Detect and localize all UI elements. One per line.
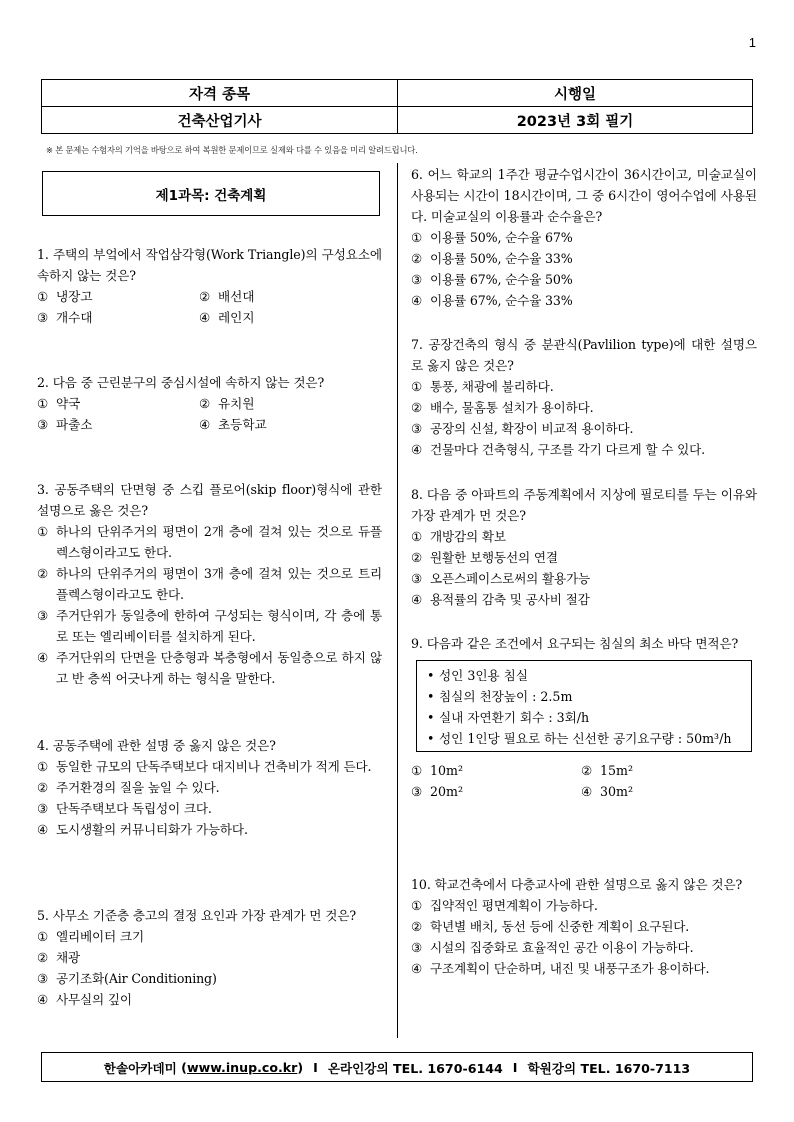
- option-3[interactable]: [37, 968, 382, 989]
- option-marker: ③: [37, 801, 49, 816]
- notice-text: ※ 본 문제는 수험자의 기억을 바탕으로 하여 복원한 문제이므로 실제와 다를 수 있음을 미리 알려드립니다.: [46, 145, 418, 155]
- footer-bar: [41, 1052, 753, 1082]
- option-2[interactable]: [37, 947, 382, 968]
- exam-subject-value: 건축산업기사: [42, 107, 398, 134]
- option-text: 공기조화(Air Conditioning): [56, 971, 217, 986]
- option-text: 약국: [56, 396, 81, 411]
- option-marker: ③: [411, 571, 423, 586]
- option-marker: ②: [411, 919, 423, 934]
- option-4[interactable]: [37, 989, 382, 1010]
- options-row: [37, 307, 382, 328]
- option-marker: ③: [37, 417, 49, 432]
- question-stem: 4. 공동주택에 관한 설명 중 옳지 않은 것은?: [37, 738, 276, 753]
- option-marker: ①: [37, 396, 49, 411]
- option-marker: ③: [37, 608, 49, 623]
- option-text: 20m²: [430, 784, 464, 799]
- option-marker: ①: [37, 759, 49, 774]
- option-text: 동일한 규모의 단독주택보다 대지비나 건축비가 적게 든다.: [56, 759, 372, 774]
- option-text: 이용률 67%, 순수율 50%: [430, 272, 573, 287]
- option-1[interactable]: [37, 926, 382, 947]
- condition-text: 실내 자연환기 회수 : 3회/h: [439, 710, 590, 725]
- option-text: 초등학교: [218, 417, 267, 432]
- option-text: 유치원: [218, 396, 255, 411]
- option-3[interactable]: [37, 414, 199, 435]
- option-1[interactable]: [411, 376, 757, 397]
- option-4[interactable]: [581, 781, 743, 802]
- conditions-box: [416, 660, 752, 752]
- option-text: 냉장고: [56, 289, 93, 304]
- question-stem: 2. 다음 중 근린분구의 중심시설에 속하지 않는 것은?: [37, 375, 325, 390]
- option-1[interactable]: [37, 286, 199, 307]
- option-text: 주거환경의 질을 높일 수 있다.: [56, 780, 220, 795]
- question-3: [37, 479, 382, 689]
- bullet-icon: •: [427, 710, 435, 725]
- page-number: 1: [748, 35, 756, 50]
- option-2[interactable]: [411, 547, 757, 568]
- option-text: 하나의 단위주거의 평면이 2개 층에 걸쳐 있는 것으로 듀플렉스형이라고도 한다.: [56, 524, 382, 560]
- option-marker: ①: [37, 929, 49, 944]
- option-4[interactable]: [411, 290, 757, 311]
- option-marker: ③: [37, 971, 49, 986]
- question-stem: 8. 다음 중 아파트의 주동계획에서 지상에 필로티를 두는 이유와 가장 관계가 먼 것은?: [411, 487, 757, 523]
- option-marker: ③: [411, 272, 423, 287]
- option-4[interactable]: [199, 307, 361, 328]
- option-marker: ④: [411, 442, 423, 457]
- option-marker: ③: [37, 310, 49, 325]
- question-6: [411, 164, 757, 311]
- option-text: 하나의 단위주거의 평면이 3개 층에 걸쳐 있는 것으로 트리플렉스형이라고도 한다.: [56, 566, 382, 602]
- option-text: 주거단위의 단면을 단층형과 복층형에서 동일층으로 하지 않고 반 층씩 어긋나게 하는 형식을 말한다.: [56, 650, 382, 686]
- option-2[interactable]: [411, 397, 757, 418]
- option-3[interactable]: [37, 605, 382, 647]
- condition-text: 성인 3인용 침실: [439, 668, 529, 683]
- online-lecture-phone: 온라인강의 TEL. 1670-6144: [327, 1060, 503, 1076]
- option-marker: ②: [411, 400, 423, 415]
- option-text: 학년별 배치, 동선 등에 신중한 계획이 요구된다.: [430, 919, 690, 934]
- option-2[interactable]: [199, 393, 361, 414]
- option-text: 용적률의 감축 및 공사비 절감: [430, 592, 590, 607]
- option-marker: ①: [411, 763, 423, 778]
- option-marker: ②: [37, 950, 49, 965]
- option-text: 30m²: [600, 784, 634, 799]
- option-2[interactable]: [199, 286, 361, 307]
- column-divider: [397, 163, 398, 1038]
- option-marker: ①: [37, 289, 49, 304]
- option-text: 이용률 50%, 순수율 67%: [430, 230, 573, 245]
- option-marker: ①: [411, 898, 423, 913]
- question-10: [411, 874, 757, 979]
- exam-date-value: 2023년 3회 필기: [398, 107, 753, 134]
- option-4[interactable]: [37, 819, 382, 840]
- question-stem: 1. 주택의 부엌에서 작업삼각형(Work Triangle)의 구성요소에 속하지 않는 것은?: [37, 247, 382, 283]
- option-marker: ④: [411, 293, 423, 308]
- academy-url-link[interactable]: www.inup.co.kr: [186, 1059, 298, 1075]
- option-text: 개방감의 확보: [430, 529, 506, 544]
- option-1[interactable]: [411, 760, 581, 781]
- question-8: [411, 484, 757, 610]
- option-marker: ①: [37, 524, 49, 539]
- option-text: 통풍, 채광에 불리하다.: [430, 379, 554, 394]
- option-text: 10m²: [430, 763, 464, 778]
- question-stem: 9. 다음과 같은 조건에서 요구되는 침실의 최소 바닥 면적은?: [411, 636, 739, 651]
- option-text: 사무실의 깊이: [56, 992, 132, 1007]
- option-marker: ①: [411, 529, 423, 544]
- offline-lecture-phone: 학원강의 TEL. 1670-7113: [527, 1060, 691, 1076]
- options-row: [411, 781, 757, 802]
- exam-header-table: [41, 79, 753, 134]
- option-marker: ①: [411, 379, 423, 394]
- condition-item: [427, 665, 741, 686]
- option-4[interactable]: [411, 439, 757, 460]
- option-3[interactable]: [411, 937, 757, 958]
- question-stem: 7. 공장건축의 형식 중 분관식(Pavlilion type)에 대한 설명으로 옳지 않은 것은?: [411, 337, 757, 373]
- options-row: [37, 286, 382, 307]
- option-marker: ②: [411, 550, 423, 565]
- bullet-icon: •: [427, 668, 435, 683]
- option-2[interactable]: [411, 248, 757, 269]
- option-marker: ③: [411, 940, 423, 955]
- question-7: [411, 334, 757, 460]
- option-text: 배선대: [218, 289, 255, 304]
- option-marker: ②: [37, 566, 49, 581]
- paren-open: (: [176, 1059, 187, 1075]
- option-marker: ①: [411, 230, 423, 245]
- option-marker: ④: [37, 992, 49, 1007]
- options-row: [37, 414, 382, 435]
- option-marker: ④: [199, 417, 211, 432]
- condition-text: 침실의 천장높이 : 2.5m: [439, 689, 573, 704]
- question-stem: 10. 학교건축에서 다층교사에 관한 설명으로 옳지 않은 것은?: [411, 877, 743, 892]
- question-stem: 3. 공동주택의 단면형 중 스킵 플로어(skip floor)형식에 관한 설명으로 옳은 것은?: [37, 482, 382, 518]
- option-marker: ③: [411, 421, 423, 436]
- option-marker: ②: [411, 251, 423, 266]
- option-text: 시설의 집중화로 효율적인 공간 이용이 가능하다.: [430, 940, 694, 955]
- subject-title: 제1과목: 건축계획: [155, 187, 267, 204]
- header-col2-title: 시행일: [398, 80, 753, 107]
- option-2[interactable]: [581, 760, 743, 781]
- options-row: [411, 760, 757, 781]
- academy-name: 한솔아카데미: [103, 1060, 177, 1076]
- condition-item: [427, 686, 741, 707]
- option-marker: ②: [581, 763, 593, 778]
- question-stem: 6. 어느 학교의 1주간 평균수업시간이 36시간이고, 미술교실이 사용되는 시간이 18시간이며, 그 중 6시간이 영어수업에 사용된다. 미술교실의 이용률과 순수율은?: [411, 167, 757, 224]
- option-marker: ④: [37, 650, 49, 665]
- question-9: [411, 633, 757, 802]
- condition-item: [427, 728, 741, 749]
- option-1[interactable]: [37, 756, 382, 777]
- option-1[interactable]: [37, 521, 382, 563]
- question-1: [37, 244, 382, 328]
- option-marker: ④: [581, 784, 593, 799]
- option-text: 배수, 물홈통 설치가 용이하다.: [430, 400, 594, 415]
- option-text: 도시생활의 커뮤니티화가 가능하다.: [56, 822, 248, 837]
- option-1[interactable]: [411, 227, 757, 248]
- option-text: 15m²: [600, 763, 634, 778]
- option-text: 파출소: [56, 417, 93, 432]
- option-3[interactable]: [411, 568, 757, 589]
- question-stem: 5. 사무소 기준층 층고의 결정 요인과 가장 관계가 먼 것은?: [37, 908, 357, 923]
- option-1[interactable]: [37, 393, 199, 414]
- bullet-icon: •: [427, 731, 435, 746]
- option-text: 단독주택보다 독립성이 크다.: [56, 801, 212, 816]
- option-text: 이용률 67%, 순수율 33%: [430, 293, 573, 308]
- subject-title-box: [42, 171, 380, 216]
- option-4[interactable]: [411, 958, 757, 979]
- option-text: 개수대: [56, 310, 93, 325]
- option-3[interactable]: [411, 269, 757, 290]
- option-marker: ③: [411, 784, 423, 799]
- option-2[interactable]: [37, 777, 382, 798]
- condition-text: 성인 1인당 필요로 하는 신선한 공기요구량 : 50m³/h: [439, 731, 732, 746]
- question-5: [37, 905, 382, 1010]
- option-marker: ④: [411, 592, 423, 607]
- option-4[interactable]: [37, 647, 382, 689]
- option-text: 구조계획이 단순하며, 내진 및 내풍구조가 용이하다.: [430, 961, 710, 976]
- footer-separator: I: [313, 1059, 318, 1075]
- option-text: 채광: [56, 950, 81, 965]
- option-text: 주거단위가 동일층에 한하여 구성되는 형식이며, 각 층에 통로 또는 엘리베이터를 설치하게 된다.: [56, 608, 382, 644]
- question-2: [37, 372, 382, 435]
- bullet-icon: •: [427, 689, 435, 704]
- option-marker: ④: [411, 961, 423, 976]
- option-text: 공장의 신설, 확장이 비교적 용이하다.: [430, 421, 634, 436]
- option-text: 오픈스페이스로써의 활용가능: [430, 571, 591, 586]
- option-marker: ②: [199, 289, 211, 304]
- option-4[interactable]: [411, 589, 757, 610]
- option-3[interactable]: [411, 781, 581, 802]
- paren-close: ): [297, 1059, 304, 1075]
- option-text: 엘리베이터 크기: [56, 929, 144, 944]
- option-marker: ④: [199, 310, 211, 325]
- option-marker: ②: [37, 780, 49, 795]
- condition-item: [427, 707, 741, 728]
- header-col1-title: 자격 종목: [42, 80, 398, 107]
- option-marker: ②: [199, 396, 211, 411]
- option-text: 원활한 보행동선의 연결: [430, 550, 558, 565]
- option-marker: ④: [37, 822, 49, 837]
- option-2[interactable]: [37, 563, 382, 605]
- option-3[interactable]: [37, 307, 199, 328]
- option-3[interactable]: [411, 418, 757, 439]
- option-3[interactable]: [37, 798, 382, 819]
- option-text: 건물마다 건축형식, 구조를 각기 다르게 할 수 있다.: [430, 442, 705, 457]
- option-4[interactable]: [199, 414, 361, 435]
- option-1[interactable]: [411, 895, 757, 916]
- question-4: [37, 735, 382, 840]
- option-2[interactable]: [411, 916, 757, 937]
- option-text: 이용률 50%, 순수율 33%: [430, 251, 573, 266]
- options-row: [37, 393, 382, 414]
- option-text: 레인지: [218, 310, 255, 325]
- option-1[interactable]: [411, 526, 757, 547]
- footer-separator: I: [512, 1059, 518, 1075]
- option-text: 집약적인 평면계획이 가능하다.: [430, 898, 598, 913]
